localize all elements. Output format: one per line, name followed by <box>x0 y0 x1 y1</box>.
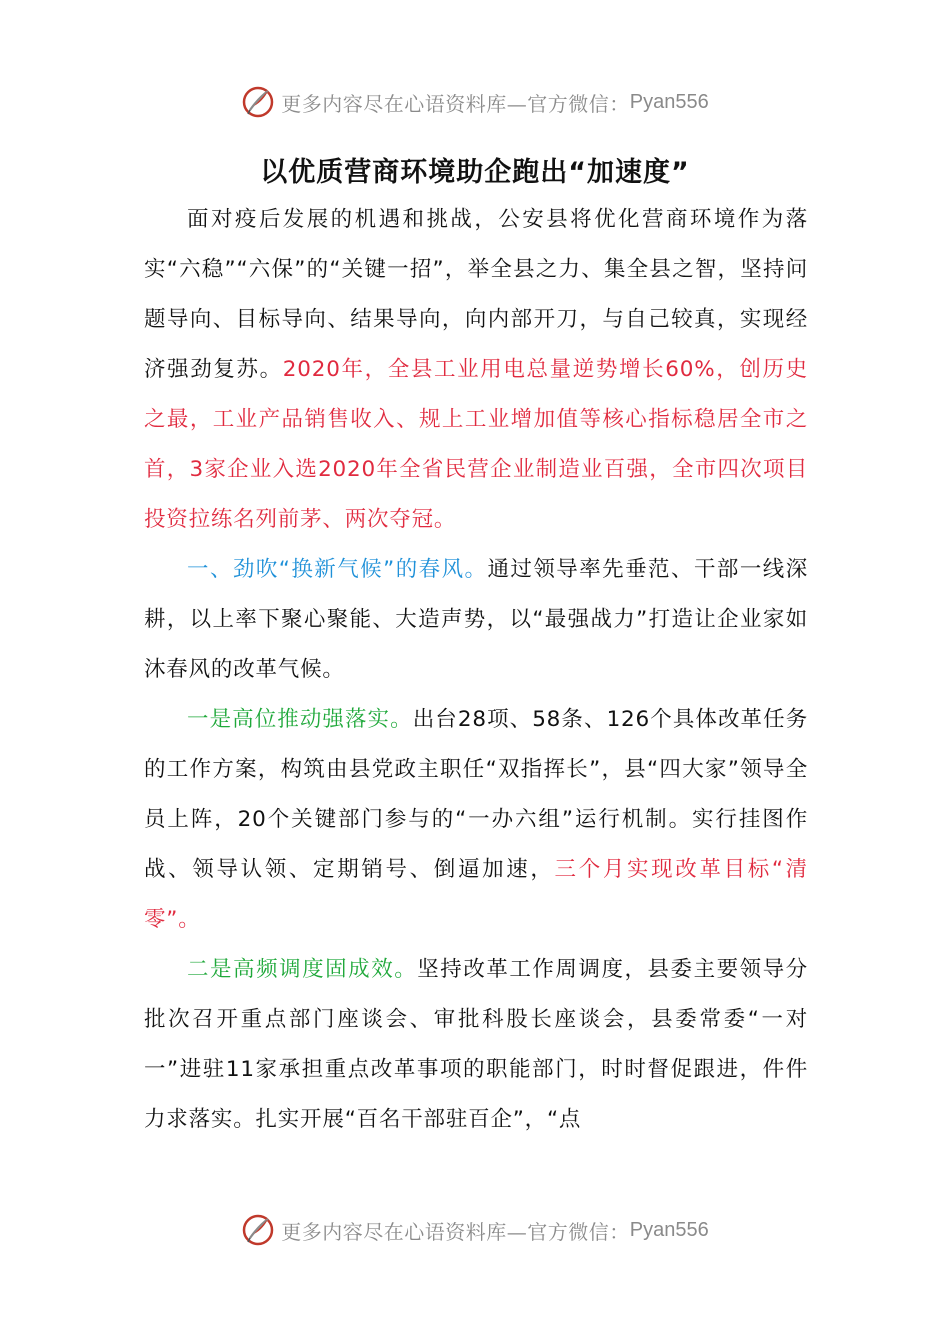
watermark-text: 更多内容尽在心语资料库—官方微信： <box>281 91 630 116</box>
paragraph-point-two <box>144 945 808 1145</box>
document-body <box>144 195 808 1145</box>
point-two-heading: 二是高频调度固成效。 <box>187 957 418 982</box>
watermark-banner-top <box>0 82 950 122</box>
point-one-heading: 一是高位推动强落实。 <box>187 707 413 732</box>
quill-pen-logo-icon <box>241 1213 275 1247</box>
document-title: 以优质营商环境助企跑出“加速度” <box>260 157 690 188</box>
point-two-text: 坚持改革工作周调度，县委主要领导分批次召开重点部门座谈会、审批科股长座谈会，县委常委“一对一”进驻11家承担重点改革事项的职能部门，时时督促跟进，件件力求落实。扎实开展“百名干部驻百企”，“点 <box>144 957 808 1132</box>
intro-highlight-text: 2020年，全县工业用电总量逆势增长60%，创历史之最，工业产品销售收入、规上工业增加值等核心指标稳居全市之首，3家企业入选2020年全省民营企业制造业百强，全市四次项目投资拉练名列前茅、两次夺冠。 <box>144 357 808 532</box>
section-one-heading: 一、劲吹“换新气候”的春风。 <box>187 557 488 582</box>
intro-text: 面对疫后发展的机遇和挑战，公安县将优化营商环境作为落实“六稳”“六保”的“关键一招”，举全县之力、集全县之智，坚持问题导向、目标导向、结果导向，向内部开刀，与自己较真，实现经济强劲复苏。 <box>144 207 808 382</box>
watermark-wechat-id: Pyan556 <box>629 1218 709 1241</box>
paragraph-point-one <box>144 695 808 945</box>
paragraph-intro <box>144 195 808 545</box>
point-one-highlight-text: 三个月实现改革目标“清零”。 <box>144 857 808 932</box>
point-one-text: 出台28项、58条、126个具体改革任务的工作方案，构筑由县党政主职任“双指挥长”，县“四大家”领导全员上阵，20个关键部门参与的“一办六组”运行机制。实行挂图作战、领导认领、定期销号、倒逼加速， <box>144 707 808 882</box>
watermark-text: 更多内容尽在心语资料库—官方微信： <box>281 1219 630 1244</box>
paragraph-section-one <box>144 545 808 695</box>
section-one-text: 通过领导率先垂范、干部一线深耕，以上率下聚心聚能、大造声势，以“最强战力”打造让企业家如沐春风的改革气候。 <box>144 557 809 682</box>
watermark-wechat-id: Pyan556 <box>629 90 709 113</box>
watermark-banner-bottom <box>0 1210 950 1250</box>
quill-pen-logo-icon <box>241 85 275 119</box>
